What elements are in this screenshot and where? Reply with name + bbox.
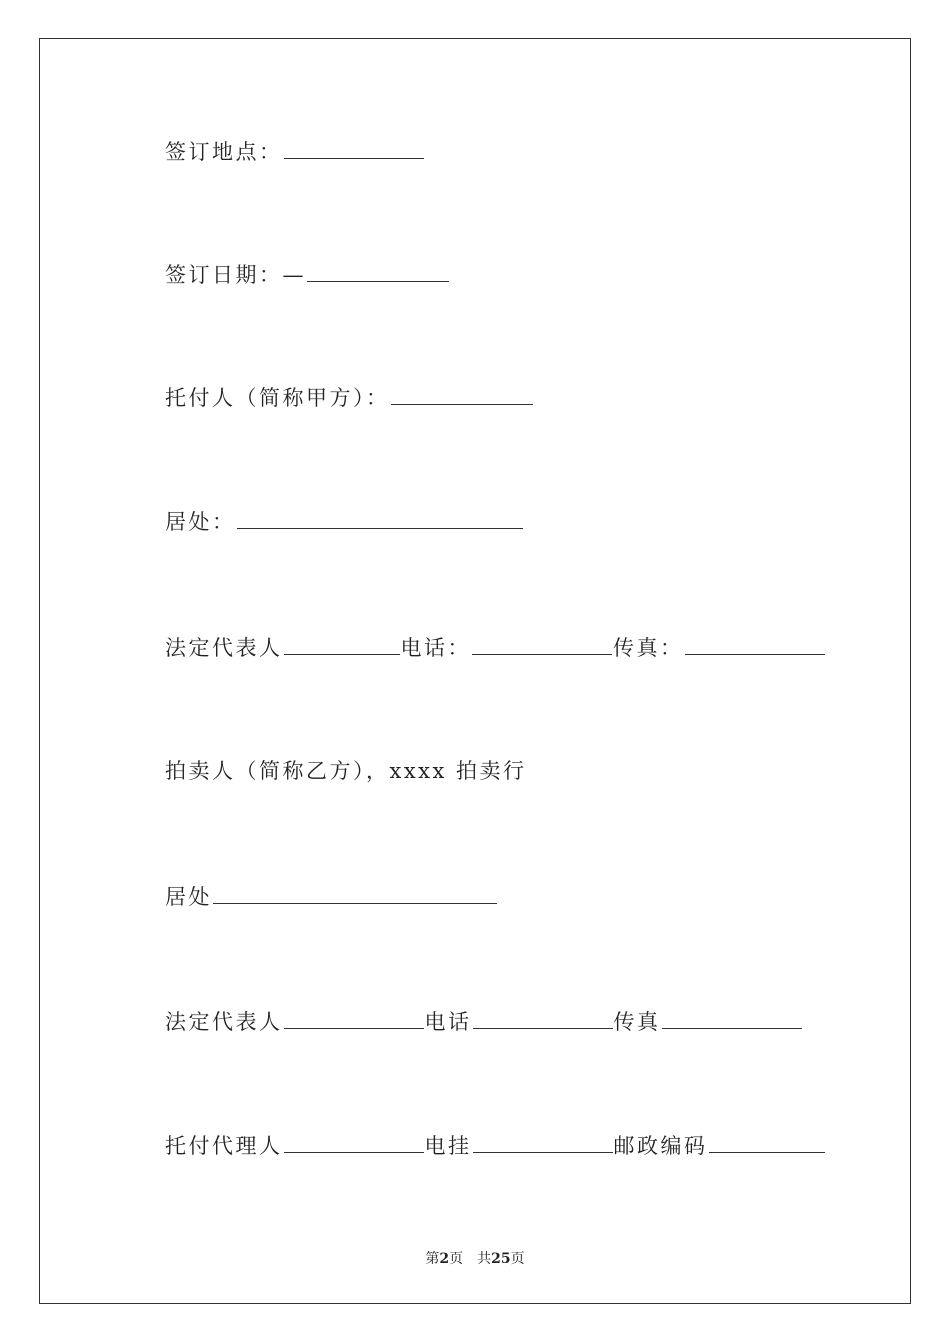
signing-place-line	[165, 136, 425, 167]
principal-rep-label: 法定代表人	[165, 636, 283, 660]
page-footer	[0, 1248, 950, 1268]
principal-line	[165, 382, 534, 413]
principal-phone-blank[interactable]	[472, 632, 612, 655]
principal-fax-label: 传真：	[613, 636, 684, 660]
auctioneer-label: 拍卖人（简称乙方），xxxx 拍卖行	[165, 759, 527, 783]
auctioneer-rep-label: 法定代表人	[165, 1010, 283, 1034]
principal-rep-blank[interactable]	[284, 632, 400, 655]
total-suffix: 页	[510, 1251, 525, 1267]
page-number: 2	[439, 1251, 450, 1267]
signing-date-label: 签订日期：—	[165, 263, 306, 287]
postcode-label: 邮政编码	[613, 1134, 708, 1158]
cable-label: 电挂	[424, 1134, 472, 1158]
auctioneer-phone-blank[interactable]	[473, 1006, 613, 1029]
page-prefix: 第	[425, 1251, 440, 1267]
signing-place-blank[interactable]	[284, 136, 424, 159]
auctioneer-address-label: 居处	[165, 885, 212, 909]
signing-date-line	[165, 259, 450, 290]
principal-phone-label: 电话：	[400, 636, 471, 660]
page-suffix: 页	[449, 1251, 464, 1267]
signing-place-label: 签订地点：	[165, 140, 283, 164]
auctioneer-rep-line	[165, 1006, 803, 1037]
auctioneer-address-line	[165, 881, 498, 912]
page-border	[39, 38, 911, 1304]
agent-label: 托付代理人	[165, 1134, 283, 1158]
agent-line	[165, 1130, 826, 1161]
total-prefix: 共	[477, 1251, 492, 1267]
cable-blank[interactable]	[473, 1130, 613, 1153]
principal-label: 托付人（简称甲方）：	[165, 386, 390, 410]
principal-address-label: 居处：	[165, 510, 236, 534]
auctioneer-phone-label: 电话	[424, 1010, 472, 1034]
signing-date-blank[interactable]	[307, 259, 449, 282]
auctioneer-fax-label: 传真	[613, 1010, 661, 1034]
agent-blank[interactable]	[284, 1130, 424, 1153]
principal-blank[interactable]	[391, 382, 533, 405]
auctioneer-address-blank[interactable]	[213, 881, 497, 904]
principal-rep-line	[165, 632, 826, 663]
principal-fax-blank[interactable]	[685, 632, 825, 655]
total-pages: 25	[491, 1251, 511, 1267]
auctioneer-rep-blank[interactable]	[284, 1006, 424, 1029]
auctioneer-line	[165, 756, 527, 786]
auctioneer-fax-blank[interactable]	[662, 1006, 802, 1029]
principal-address-blank[interactable]	[237, 506, 523, 529]
postcode-blank[interactable]	[709, 1130, 825, 1153]
principal-address-line	[165, 506, 524, 537]
